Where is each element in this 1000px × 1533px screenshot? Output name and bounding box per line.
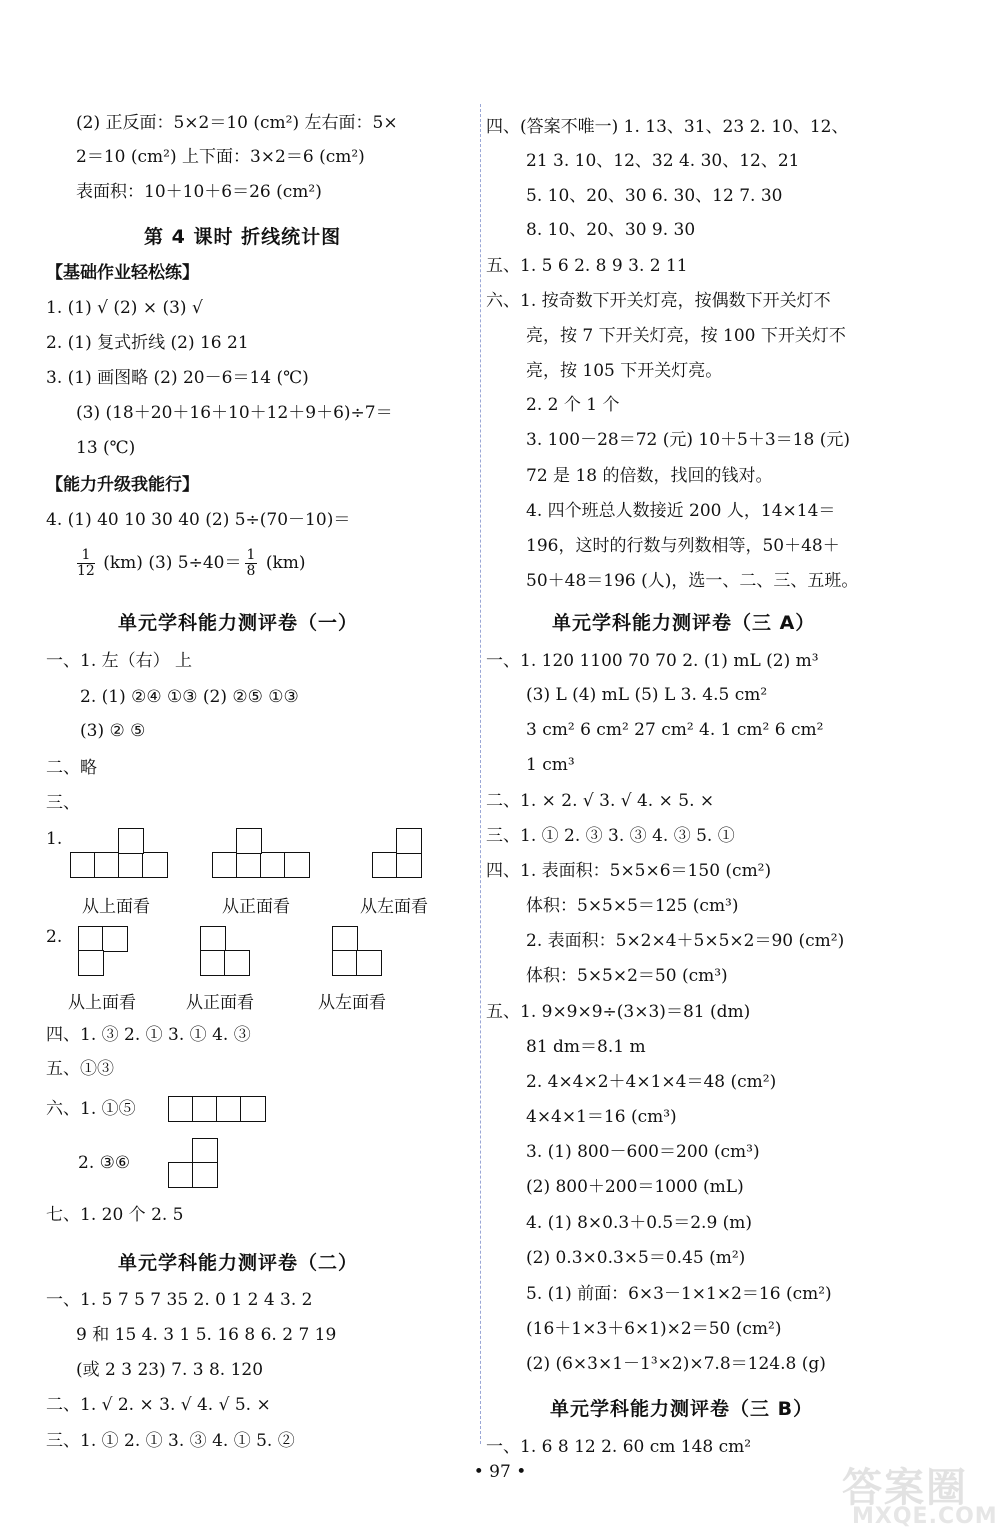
answer-line: 五、①③ bbox=[46, 1059, 114, 1079]
answer-line: 三、1. ① 2. ③ 3. ③ 4. ③ 5. ① bbox=[486, 826, 735, 846]
answer-line: 2. bbox=[46, 927, 63, 947]
answer-line: 2. (1) 复式折线 (2) 16 21 bbox=[46, 333, 249, 353]
view-caption: 从正面看 bbox=[186, 993, 254, 1013]
answer-line: 81 dm＝8.1 m bbox=[526, 1037, 646, 1057]
answer-line: 3 cm² 6 cm² 27 cm² 4. 1 cm² 6 cm² bbox=[526, 720, 824, 740]
answer-line: (2) 800＋200＝1000 (mL) bbox=[526, 1177, 744, 1197]
answer-line: 1. bbox=[46, 829, 63, 849]
test1-title: 单元学科能力测评卷（一） bbox=[118, 612, 359, 634]
view-caption: 从上面看 bbox=[82, 897, 150, 917]
answer-line: (3) L (4) mL (5) L 3. 4.5 cm² bbox=[526, 685, 768, 705]
answer-line: 3. (1) 800－600＝200 (cm³) bbox=[526, 1142, 760, 1162]
answer-line: 五、1. 9×9×9÷(3×3)＝81 (dm) bbox=[486, 1002, 751, 1022]
answer-line: 四、1. ③ 2. ① 3. ① 4. ③ bbox=[46, 1025, 251, 1045]
answer-line: 5. 10、20、30 6. 30、12 7. 30 bbox=[526, 186, 783, 206]
answer-line: 一、1. 左（右） 上 bbox=[46, 651, 193, 671]
section-header-advanced: 【能力升级我能行】 bbox=[46, 475, 199, 495]
column-divider bbox=[480, 104, 481, 1444]
answer-line: 亮，按 7 下开关灯亮，按 100 下开关灯不 bbox=[526, 326, 846, 346]
answer-line: 4. 四个班总人数接近 200 人，14×14＝ bbox=[526, 501, 836, 521]
view-caption: 从左面看 bbox=[360, 897, 428, 917]
answer-line: 四、1. 表面积：5×5×6＝150 (cm²) bbox=[486, 861, 772, 881]
answer-line: 体积：5×5×2＝50 (cm³) bbox=[526, 966, 728, 986]
answer-line: 2. ③⑥ bbox=[78, 1153, 131, 1173]
view-caption: 从左面看 bbox=[318, 993, 386, 1013]
answer-line: 三、1. ① 2. ① 3. ③ 4. ① 5. ② bbox=[46, 1431, 295, 1451]
answer-line: 4. (1) 40 10 30 40 (2) 5÷(70－10)＝ bbox=[46, 510, 351, 530]
answer-line: 72 是 18 的倍数，找回的钱对。 bbox=[526, 466, 773, 486]
intro-line: (2) 正反面：5×2＝10 (cm²) 左右面：5× bbox=[76, 113, 398, 133]
answer-line: 5. (1) 前面：6×3－1×1×2＝16 (cm²) bbox=[526, 1284, 832, 1304]
answer-line: 9 和 15 4. 3 1 5. 16 8 6. 2 7 19 bbox=[76, 1325, 337, 1345]
answer-line: (2) 0.3×0.3×5＝0.45 (m²) bbox=[526, 1248, 746, 1268]
fraction: $\frac{1}{12}$ bbox=[77, 547, 95, 579]
page-number: • 97 • bbox=[473, 1462, 527, 1482]
test3a-title: 单元学科能力测评卷（三 A） bbox=[552, 612, 816, 634]
answer-line: (或 2 3 23) 7. 3 8. 120 bbox=[76, 1360, 264, 1380]
answer-line: 1. (1) √ (2) × (3) √ bbox=[46, 298, 203, 318]
answer-line: 196，这时的行数与列数相等，50＋48＋ bbox=[526, 536, 840, 556]
answer-line: 4×4×1＝16 (cm³) bbox=[526, 1107, 677, 1127]
view-caption: 从正面看 bbox=[222, 897, 290, 917]
watermark-logo: 答案圈 MXQE.COM bbox=[842, 1465, 998, 1529]
answer-line: 2. (1) ②④ ①③ (2) ②⑤ ①③ bbox=[80, 687, 299, 707]
answer-line: 四、(答案不唯一) 1. 13、31、23 2. 10、12、 bbox=[486, 117, 849, 137]
answer-line: 1 cm³ bbox=[526, 755, 575, 775]
answer-line: 3. (1) 画图略 (2) 20－6＝14 (℃) bbox=[46, 368, 309, 388]
lesson-title: 第 4 课时 折线统计图 bbox=[144, 226, 342, 248]
answer-line: 13 (℃) bbox=[76, 438, 136, 458]
answer-line: (16＋1×3＋6×1)×2＝50 (cm²) bbox=[526, 1319, 782, 1339]
answer-line: (3) (18＋20＋16＋10＋12＋9＋6)÷7＝ bbox=[76, 403, 393, 423]
answer-line: 六、1. 按奇数下开关灯亮，按偶数下开关灯不 bbox=[486, 291, 831, 311]
answer-line: 亮，按 105 下开关灯亮。 bbox=[526, 361, 723, 381]
answer-line: 二、略 bbox=[46, 758, 97, 778]
answer-line: 一、1. 6 8 12 2. 60 cm 148 cm² bbox=[486, 1437, 752, 1457]
answer-line: 2. 表面积：5×2×4＋5×5×2＝90 (cm²) bbox=[526, 931, 845, 951]
view-caption: 从上面看 bbox=[68, 993, 136, 1013]
answer-line: 七、1. 20 个 2. 5 bbox=[46, 1205, 184, 1225]
answer-line: 一、1. 120 1100 70 70 2. (1) mL (2) m³ bbox=[486, 651, 819, 671]
answer-line: (2) (6×3×1－1³×2)×7.8＝124.8 (g) bbox=[526, 1354, 826, 1374]
answer-line: 一、1. 5 7 5 7 35 2. 0 1 2 4 3. 2 bbox=[46, 1290, 313, 1310]
answer-line: 二、1. × 2. √ 3. √ 4. × 5. × bbox=[486, 791, 715, 811]
answer-line: 2. 4×4×2＋4×1×4＝48 (cm²) bbox=[526, 1072, 777, 1092]
answer-line: (3) ② ⑤ bbox=[80, 721, 146, 741]
intro-line: 2＝10 (cm²) 上下面：3×2＝6 (cm²) bbox=[76, 147, 365, 167]
answer-line: 二、1. √ 2. × 3. √ 4. √ 5. × bbox=[46, 1395, 271, 1415]
test3b-title: 单元学科能力测评卷（三 B） bbox=[550, 1398, 814, 1420]
section-header-basic: 【基础作业轻松练】 bbox=[46, 263, 199, 283]
intro-line: 表面积：10＋10＋6＝26 (cm²) bbox=[76, 182, 322, 202]
answer-line: 3. 100－28＝72 (元) 10＋5＋3＝18 (元) bbox=[526, 430, 850, 450]
answer-line: 体积：5×5×5＝125 (cm³) bbox=[526, 896, 739, 916]
test2-title: 单元学科能力测评卷（二） bbox=[118, 1252, 359, 1274]
answer-line: 2. 2 个 1 个 bbox=[526, 395, 620, 415]
answer-line: 五、1. 5 6 2. 8 9 3. 2 11 bbox=[486, 256, 688, 276]
answer-line: 50＋48＝196 (人)，选一、二、三、五班。 bbox=[526, 571, 859, 591]
answer-line: 三、 bbox=[46, 793, 80, 813]
answer-line: 21 3. 10、12、32 4. 30、12、21 bbox=[526, 151, 800, 171]
answer-line: 六、1. ①⑤ bbox=[46, 1099, 136, 1119]
answer-line: 4. (1) 8×0.3＋0.5＝2.9 (m) bbox=[526, 1213, 753, 1233]
answer-line: 8. 10、20、30 9. 30 bbox=[526, 220, 696, 240]
answer-line-fraction: $\frac{1}{12}$ (km) (3) 5÷40＝ $\frac{1}{8}$ (km) bbox=[77, 547, 306, 579]
fraction: $\frac{1}{8}$ bbox=[246, 547, 256, 579]
